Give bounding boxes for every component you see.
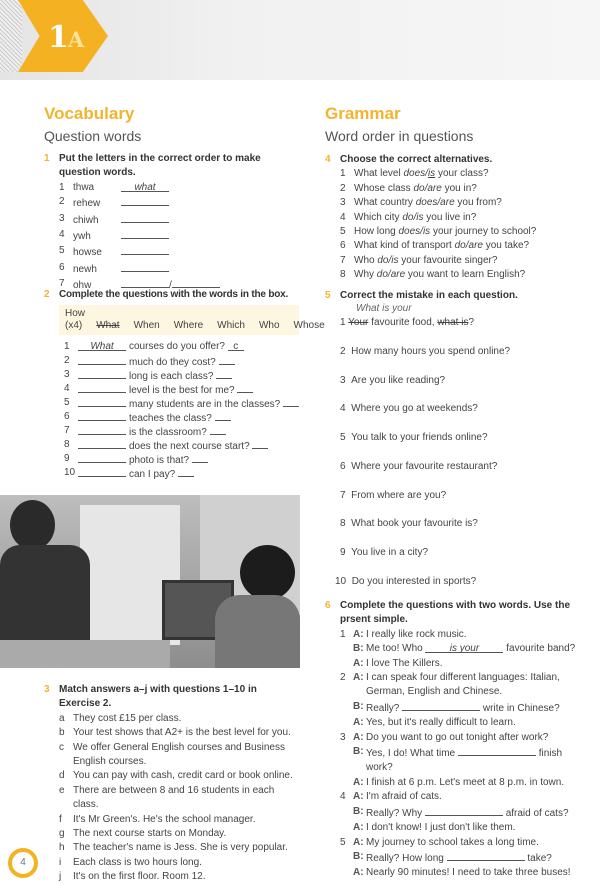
- alternative-option[interactable]: is: [422, 226, 431, 238]
- list-item: h The teacher's name is Jess. She is very popular.: [59, 842, 288, 854]
- dialogue-line: 1 A: I really like rock music.: [340, 628, 467, 640]
- list-item: 2 How many hours you spend online?: [340, 346, 511, 358]
- list-item: 1 thwa what: [44, 181, 300, 195]
- match-blank[interactable]: [237, 382, 253, 393]
- dialogue-line: A: I love The Killers.: [353, 657, 443, 669]
- list-item: 3 What country does/are you from?: [340, 197, 502, 209]
- list-item: 3 chiwh: [44, 212, 300, 228]
- answer-blank[interactable]: [78, 410, 126, 421]
- match-blank[interactable]: [252, 438, 268, 449]
- answer-blank[interactable]: [121, 261, 169, 272]
- vocabulary-subtitle: Question words: [44, 128, 142, 144]
- list-item: 9 You live in a city?: [340, 546, 429, 558]
- alternative-option[interactable]: are: [440, 197, 455, 209]
- dialogue-line: 3 A: Do you want to go out tonight after work?: [340, 731, 549, 743]
- answer-blank[interactable]: [78, 438, 126, 449]
- alternative-option[interactable]: does: [403, 168, 426, 180]
- alternative-option[interactable]: do: [377, 254, 389, 266]
- alternative-option[interactable]: does: [398, 226, 421, 238]
- list-item: g The next course starts on Monday.: [59, 828, 227, 840]
- list-item: What is your 1 Your favourite food, what is?: [340, 303, 475, 329]
- list-item: 6 teaches the class?: [44, 410, 300, 424]
- alternative-option[interactable]: is: [416, 211, 424, 223]
- answer-blank[interactable]: What: [78, 340, 126, 351]
- box-word: How (x4): [65, 308, 86, 332]
- list-item: 1 What level does/is your class?: [340, 168, 489, 180]
- alternative-option[interactable]: do: [413, 182, 425, 194]
- list-item: 7 ohw /: [44, 277, 300, 293]
- list-item: 4 level is the best for me?: [44, 382, 300, 396]
- instruction: 6 Complete the questions with two words. Use the prsent simple.: [325, 600, 571, 626]
- match-blank[interactable]: [178, 466, 194, 477]
- answer-blank[interactable]: [121, 244, 169, 255]
- dialogue-line: B: Really? How long take?: [353, 850, 552, 864]
- list-item: 8 What book your favourite is?: [340, 518, 478, 530]
- list-item: 7 is the classroom?: [44, 424, 300, 438]
- match-blank[interactable]: [215, 410, 231, 421]
- answer-blank[interactable]: [402, 700, 480, 711]
- word-box: [59, 305, 325, 335]
- list-item: e There are between 8 and 16 students in each class.: [59, 784, 275, 811]
- exercise-2: [44, 288, 325, 481]
- dialogue-line: A: I don't know! I just don't like them.: [353, 822, 516, 834]
- instruction: 2 Complete the questions with the words in the box.: [44, 289, 289, 300]
- list-item: d You can pay with cash, credit card or book online.: [59, 770, 293, 782]
- box-word: Where: [173, 320, 204, 332]
- list-item: 10 Do you interested in sports?: [335, 575, 477, 587]
- answer-blank[interactable]: [78, 396, 126, 407]
- unit-header: [0, 0, 600, 80]
- box-word: What: [96, 320, 120, 332]
- answer-blank[interactable]: [425, 805, 503, 816]
- exercise-4: [325, 153, 590, 283]
- dialogue-line: B: Really? Why afraid of cats?: [353, 805, 569, 819]
- instruction: 1 Put the letters in the correct order to make question words.: [44, 153, 261, 179]
- list-item: 2 rehew: [44, 195, 300, 211]
- answer-blank[interactable]: [121, 228, 169, 239]
- box-word: Whose: [293, 320, 325, 332]
- answer-blank[interactable]: [121, 195, 169, 206]
- alternative-option[interactable]: are: [468, 240, 483, 252]
- list-item: 9 photo is that?: [44, 452, 300, 466]
- exercise-5: [325, 289, 590, 590]
- answer-blank[interactable]: [172, 277, 220, 288]
- list-item: 4 ywh: [44, 228, 300, 244]
- instruction: 3 Match answers a–j with questions 1–10 in Exercise 2.: [44, 684, 257, 710]
- answer-blank[interactable]: [78, 354, 126, 365]
- list-item: 7 Who do/is your favourite singer?: [340, 254, 498, 266]
- answer-blank[interactable]: is your: [425, 642, 503, 653]
- list-item: 10 can I pay?: [44, 466, 300, 480]
- grammar-subtitle: Word order in questions: [325, 128, 474, 144]
- answer-blank[interactable]: what: [121, 181, 169, 192]
- alternative-option[interactable]: are: [390, 269, 406, 281]
- exercise-3: [44, 683, 300, 885]
- list-item: 6 What kind of transport do/are you take?: [340, 240, 530, 252]
- box-word: Which: [217, 320, 245, 332]
- dialogue-line: A: I finish at 6 p.m. Let's meet at 8 p.m. in town.: [353, 776, 565, 788]
- answer-blank[interactable]: [78, 466, 126, 477]
- list-item: 3 Are you like reading?: [340, 374, 446, 386]
- dialogue-line: 4 A: I'm afraid of cats.: [340, 791, 442, 803]
- match-blank[interactable]: [219, 354, 235, 365]
- dialogue-line: A: Yes, but it's really difficult to learn.: [353, 717, 516, 729]
- dialogue-line: B: Yes, I do! What time finish work?: [353, 746, 563, 774]
- unit-label: 1A: [48, 20, 84, 55]
- dialogue-line: B: Really? write in Chinese?: [353, 700, 560, 714]
- answer-blank[interactable]: [458, 745, 536, 756]
- photo-reception-desk: [0, 495, 300, 668]
- alternative-option[interactable]: is: [427, 168, 436, 180]
- list-item: 7 From where are you?: [340, 489, 447, 501]
- page-number: 4: [8, 848, 38, 878]
- list-item: 2 much do they cost?: [44, 354, 300, 368]
- list-item: 4 Where you go at weekends?: [340, 403, 478, 415]
- list-item: 3 long is each class?: [44, 368, 300, 382]
- answer-blank[interactable]: [121, 212, 169, 223]
- list-item: 5 many students are in the classes?: [44, 396, 300, 410]
- instruction: 5 Correct the mistake in each question.: [325, 290, 518, 301]
- alternative-option[interactable]: do: [402, 211, 414, 223]
- vocabulary-heading: Vocabulary: [44, 104, 135, 123]
- alternative-option[interactable]: do: [454, 240, 466, 252]
- grammar-heading: Grammar: [325, 104, 401, 123]
- alternative-option[interactable]: is: [391, 254, 399, 266]
- exercise-6: [325, 599, 590, 881]
- match-blank[interactable]: [192, 452, 208, 463]
- list-item: 8 does the next course start?: [44, 438, 300, 452]
- list-item: 5 How long does/is your journey to school?: [340, 226, 537, 238]
- match-blank[interactable]: [210, 424, 226, 435]
- dialogue-line: 5 A: My journey to school takes a long time.: [340, 836, 539, 848]
- match-blank[interactable]: [216, 368, 232, 379]
- hatch-pattern: [0, 0, 22, 72]
- correction-text: What is your: [356, 303, 412, 315]
- match-blank[interactable]: [283, 396, 299, 407]
- list-item: i Each class is two hours long.: [59, 856, 202, 868]
- list-item: 8 Why do/are you want to learn English?: [340, 269, 526, 281]
- list-item: 6 newh: [44, 261, 300, 277]
- list-item: b Your test shows that A2+ is the best level for you.: [59, 727, 291, 739]
- exercise-1: [44, 152, 300, 294]
- list-item: a They cost £15 per class.: [59, 712, 182, 724]
- box-word: Who: [258, 320, 280, 332]
- alternative-option[interactable]: are: [427, 182, 442, 194]
- list-item: j It's on the first floor. Room 12.: [59, 871, 206, 883]
- answer-blank[interactable]: [447, 850, 525, 861]
- list-item: 6 Where your favourite restaurant?: [340, 460, 498, 472]
- list-item: 5 howse: [44, 244, 300, 260]
- list-item: 2 Whose class do/are you in?: [340, 182, 477, 194]
- list-item: 4 Which city do/is you live in?: [340, 211, 477, 223]
- list-item: c We offer General English courses and Business English courses.: [59, 741, 285, 768]
- dialogue-line: A: Nearly 90 minutes! I need to take three buses!: [353, 867, 571, 879]
- dialogue-line: 2 A: I can speak four different languages: Italian, German, English and Chinese.: [340, 672, 560, 698]
- dialogue-line: B: Me too! Who is your favourite band?: [353, 643, 576, 655]
- alternative-option[interactable]: does: [415, 197, 438, 209]
- answer-blank[interactable]: [78, 382, 126, 393]
- answer-blank[interactable]: [78, 452, 126, 463]
- match-blank[interactable]: c: [228, 340, 244, 351]
- answer-blank[interactable]: [78, 424, 126, 435]
- list-item: f It's Mr Green's. He's the school manager.: [59, 813, 256, 825]
- answer-blank[interactable]: [78, 368, 126, 379]
- list-item: 5 You talk to your friends online?: [340, 432, 488, 444]
- box-word: When: [133, 320, 160, 332]
- list-item: 1 What courses do you offer? c: [44, 340, 300, 354]
- alternative-option[interactable]: do: [376, 269, 388, 281]
- instruction: 4 Choose the correct alternatives.: [325, 154, 493, 165]
- answer-blank[interactable]: [121, 277, 169, 288]
